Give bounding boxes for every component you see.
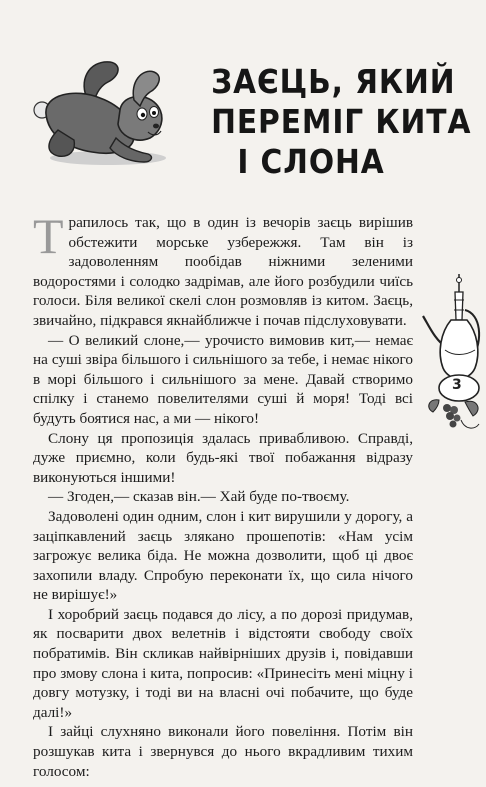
title-line: І СЛОНА (237, 142, 385, 181)
title-line: ПЕРЕМІГ КИТА (211, 102, 472, 141)
drop-cap: Т (33, 208, 64, 264)
paragraph: І хоробрий заєць подався до лісу, а по дорозі придумав, як посварити двох велетнів і відстояти свободу своїх побратимів. Він скликав найвірніших друзів і, повідавши про змову слона і кита, попросив: «Принесіть мені міцну і довгу мотузку, і тоді ви на власні очі побачите, що буде далі!» (33, 605, 413, 721)
page-number: 3 (452, 377, 462, 393)
paragraph: І зайці слухняно виконали його повеління. Потім він розшукав кита і звернувся до нього вкрадливим тихим голосом: (33, 723, 413, 780)
paragraph: Слону ця пропозиція здалась привабливою. Справді, дуже приємно, коли будь-які твої побажання відразу виконуються іншими! (33, 429, 413, 486)
paragraph: — Згоден,— сказав він.— Хай буде по-твоєму. (48, 488, 350, 506)
story-text (33, 208, 413, 781)
paragraph (33, 208, 413, 331)
paragraph-text: рапилось так, що в один із вечорів заєць вирішив обстежити морське узбережжя. Там він із задоволенням пообідав ніжними зеленими водоростями і солодко задрімав, але його розбудили чиїсь голоси. Біля великої скелі слон розмовляв із китом. Заєць, звичайно, підкрався якнайближче і почав підслуховувати. (33, 214, 413, 329)
story-title (211, 62, 472, 182)
jug-ornament-icon (421, 270, 486, 450)
paragraph: Задоволені один одним, слон і кит вирушили у дорогу, а заціпкавлений заєць злякано прошепотів: «Нам усім загрожує велика біда. Не можна дозволити, щоб ці двоє захопили владу. Спробую переконати їх, що сила нічого не вирішує!» (33, 507, 413, 604)
hare-icon (30, 52, 180, 170)
title-line: ЗАЄЦЬ, ЯКИЙ (211, 62, 456, 101)
paragraph: — О великий слоне,— урочисто вимовив кит,— немає на суші звіра більшого і сильнішого за тебе, і немає нікого в морі більшого і сильнішого за мене. Давай створимо спілку і станемо повелителями суші й моря! Тоді всі будуть боятися нас, а ми — нікого! (33, 331, 413, 427)
